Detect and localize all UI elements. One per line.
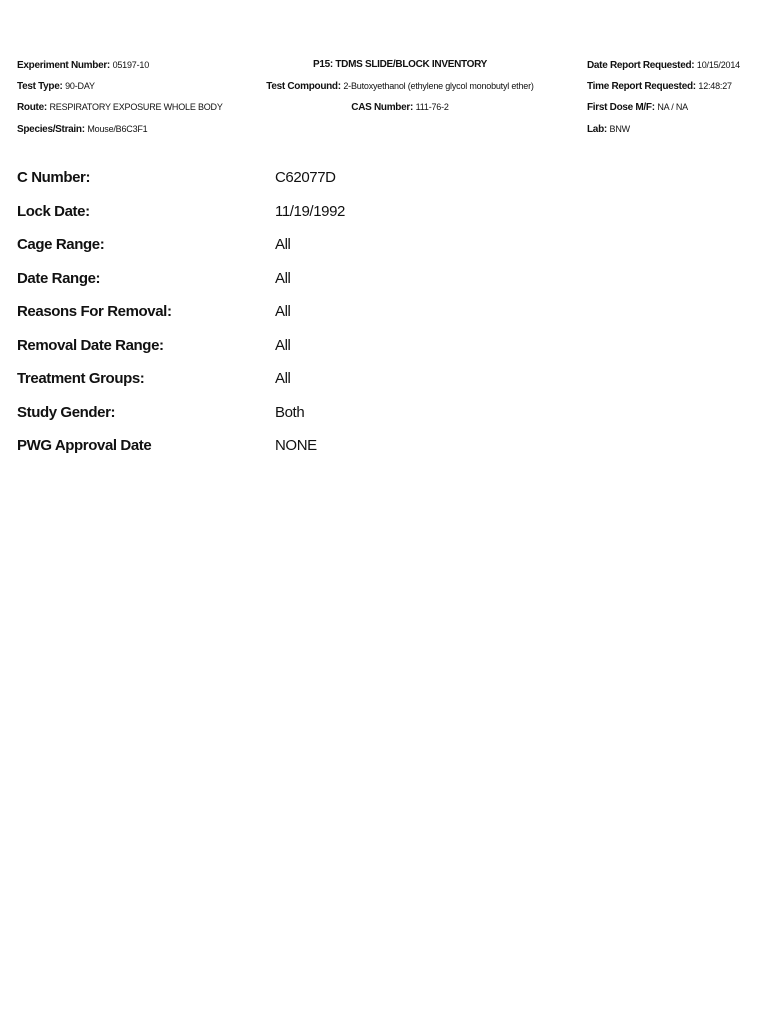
parameter-value: All — [275, 336, 291, 354]
cas-number-line — [235, 101, 565, 114]
parameter-value: All — [275, 303, 291, 320]
test-type-label: Test Type: — [17, 81, 63, 92]
parameter-label: Date Range: — [17, 269, 101, 287]
test-type-line — [17, 80, 95, 93]
species-strain-line — [17, 123, 148, 136]
report-title: P15: TDMS SLIDE/BLOCK INVENTORY — [312, 59, 488, 70]
parameter-value: All — [275, 269, 291, 287]
parameter-row-pwg-approval-date — [17, 436, 517, 470]
parameter-label: Reasons For Removal: — [17, 303, 172, 320]
parameter-label: PWG Approval Date — [17, 437, 152, 454]
parameter-value: All — [275, 370, 291, 387]
route-line — [17, 101, 223, 114]
parameter-label: Study Gender: — [17, 403, 116, 421]
species-strain-label: Species/Strain: — [17, 124, 85, 135]
route-label: Route: — [17, 102, 47, 113]
date-report-requested-label: Date Report Requested: — [587, 60, 695, 71]
experiment-number-value: 05197-10 — [112, 60, 149, 70]
parameter-label: C Number: — [17, 169, 91, 186]
parameter-label: Lock Date: — [17, 202, 90, 220]
first-dose-value: NA / NA — [657, 102, 688, 112]
time-report-requested-line — [587, 80, 732, 93]
test-compound-label: Test Compound: — [266, 81, 341, 92]
test-compound-line — [235, 80, 565, 93]
parameter-row-reasons-for-removal — [17, 302, 517, 336]
cas-number-value: 111-76-2 — [415, 102, 449, 112]
lab-line — [587, 123, 630, 136]
test-type-value: 90-DAY — [65, 81, 95, 91]
cas-number-label: CAS Number: — [351, 102, 414, 113]
parameter-row-study-gender — [17, 403, 517, 437]
route-value: RESPIRATORY EXPOSURE WHOLE BODY — [49, 102, 223, 112]
parameter-row-removal-date-range — [17, 336, 517, 370]
parameter-label: Treatment Groups: — [17, 370, 145, 387]
report-parameters — [17, 168, 517, 470]
parameter-row-lock-date — [17, 202, 517, 236]
lab-label: Lab: — [587, 124, 607, 135]
experiment-number-label: Experiment Number: — [17, 60, 110, 71]
test-compound-value: 2-Butoxyethanol (ethylene glycol monobutyl ether) — [343, 81, 534, 91]
lab-value: BNW — [609, 124, 630, 134]
parameter-row-date-range — [17, 269, 517, 303]
species-strain-value: Mouse/B6C3F1 — [87, 124, 148, 134]
parameter-row-treatment-groups — [17, 369, 517, 403]
time-report-requested-value: 12:48:27 — [698, 81, 732, 91]
parameter-value: NONE — [275, 437, 317, 454]
parameter-row-cage-range — [17, 235, 517, 269]
parameter-value: C62077D — [275, 169, 336, 186]
date-report-requested-value: 10/15/2014 — [696, 60, 740, 70]
first-dose-label: First Dose M/F: — [587, 102, 655, 113]
parameter-value: 11/19/1992 — [275, 202, 345, 220]
time-report-requested-label: Time Report Requested: — [587, 81, 696, 92]
date-report-requested-line — [587, 59, 740, 72]
parameter-label: Cage Range: — [17, 236, 105, 253]
parameter-value: Both — [275, 403, 305, 421]
parameter-label: Removal Date Range: — [17, 336, 164, 354]
parameter-value: All — [275, 236, 291, 253]
first-dose-line — [587, 101, 688, 114]
parameter-row-c-number — [17, 168, 517, 202]
experiment-number-line — [17, 59, 149, 72]
